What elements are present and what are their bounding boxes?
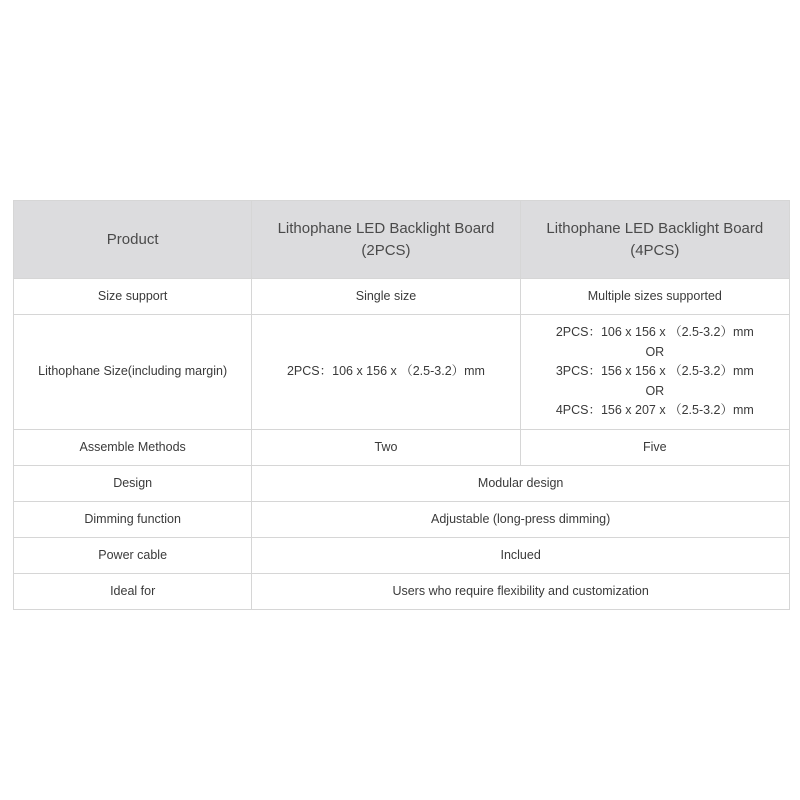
table-row-dimming (14, 502, 790, 538)
comparison-table (13, 200, 790, 610)
header-product: Product (14, 201, 252, 279)
cell-4pcs (520, 315, 789, 430)
header-2pcs-line2: (2PCS) (361, 241, 411, 259)
cell-merged: Users who require flexibility and customization (252, 574, 790, 610)
header-2pcs-line1: Lithophane LED Backlight Board (277, 219, 495, 237)
row-label: Assemble Methods (14, 430, 252, 466)
row-label: Size support (14, 279, 252, 315)
cell-2pcs: Single size (252, 279, 520, 315)
size-or-2: OR (645, 383, 665, 398)
cell-4pcs: Multiple sizes supported (520, 279, 789, 315)
row-label: Design (14, 466, 252, 502)
header-2pcs (252, 201, 520, 279)
cell-2pcs: 2PCS：106 x 156 x （2.5-3.2）mm (252, 315, 520, 430)
table-row-ideal-for (14, 574, 790, 610)
cell-4pcs: Five (520, 430, 789, 466)
size-or-1: OR (645, 344, 665, 359)
cell-merged: Adjustable (long-press dimming) (252, 502, 790, 538)
table-row-power-cable (14, 538, 790, 574)
header-4pcs (520, 201, 789, 279)
cell-merged: Inclued (252, 538, 790, 574)
table-header (14, 201, 790, 279)
row-label: Lithophane Size(including margin) (14, 315, 252, 430)
header-row (14, 201, 790, 279)
table-row-assemble-methods (14, 430, 790, 466)
cell-2pcs: Two (252, 430, 520, 466)
row-label: Dimming function (14, 502, 252, 538)
cell-merged: Modular design (252, 466, 790, 502)
row-label: Ideal for (14, 574, 252, 610)
table-body (14, 279, 790, 610)
header-4pcs-line1: Lithophane LED Backlight Board (546, 219, 764, 237)
table-row-size-support (14, 279, 790, 315)
size-option-2pcs: 2PCS：106 x 156 x （2.5-3.2）mm (555, 325, 754, 340)
table-row-design (14, 466, 790, 502)
size-option-3pcs: 3PCS：156 x 156 x （2.5-3.2）mm (555, 364, 754, 379)
size-option-4pcs: 4PCS：156 x 207 x （2.5-3.2）mm (555, 403, 754, 418)
header-4pcs-line2: (4PCS) (630, 241, 680, 259)
table-row-lithophane-size (14, 315, 790, 430)
row-label: Power cable (14, 538, 252, 574)
